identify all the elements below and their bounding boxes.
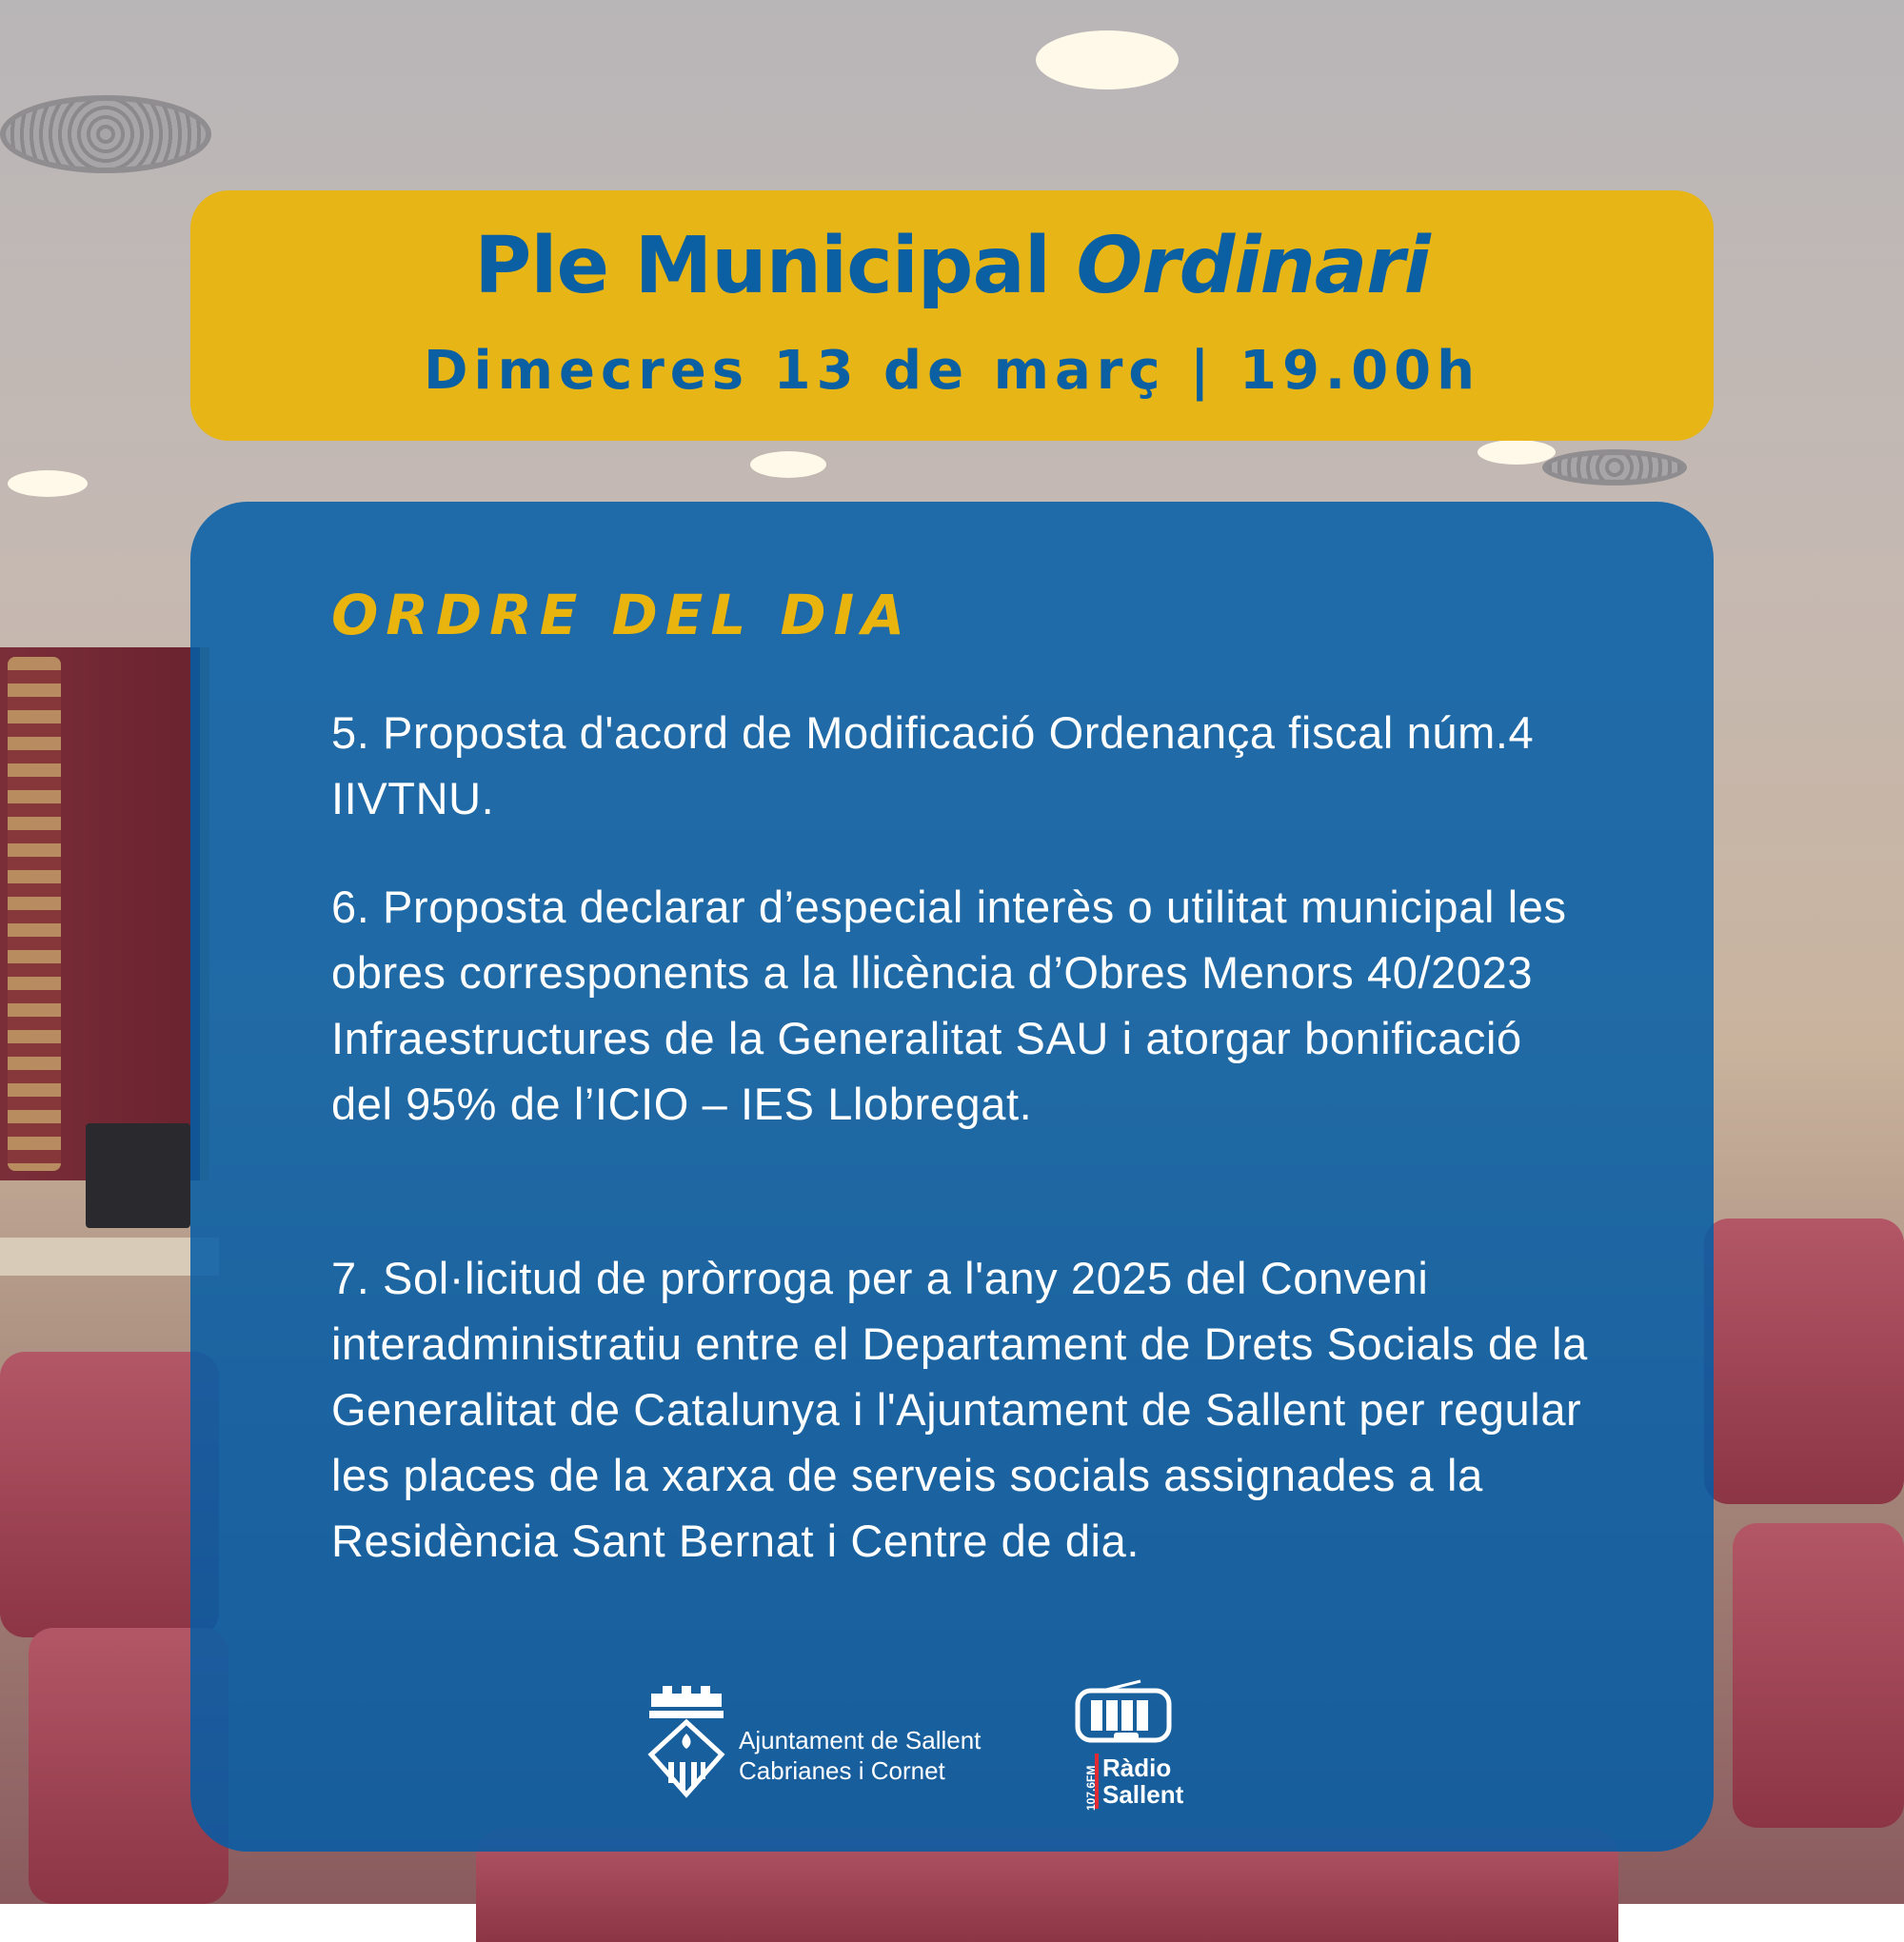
- radio-sallent-logo: [1074, 1677, 1184, 1811]
- ajuntament-name: [739, 1725, 981, 1786]
- agenda-item: 6. Proposta declarar d’especial interès o utilitat municipal les obres corresponents a la llicència d’Obres Menors 40/2023 Infraestructures de la Generalitat SAU i atorgar bonificació del 95% de l’ICIO – IES Llobregat.: [331, 882, 1567, 1129]
- ajuntament-logo: [644, 1680, 729, 1804]
- meeting-date: Dimecres 13 de març | 19.00h: [423, 340, 1481, 402]
- agenda-title: ORDRE DEL DIA: [331, 583, 913, 647]
- meeting-title-italic: Ordinari: [1076, 221, 1430, 311]
- radio-name-line2: Sallent: [1102, 1780, 1184, 1809]
- radio-name-line1: Ràdio: [1102, 1754, 1172, 1782]
- meeting-title: [0, 221, 1904, 311]
- agenda-item: 5. Proposta d'acord de Modificació Ordenança fiscal núm.4 IIVTNU.: [331, 707, 1535, 823]
- ajuntament-name-line1: Ajuntament de Sallent: [739, 1726, 982, 1754]
- meeting-title-regular: Ple Municipal: [474, 221, 1050, 311]
- radio-frequency: 107.6FM: [1084, 1765, 1098, 1811]
- agenda-item: 7. Sol·licitud de pròrroga per a l'any 2025 del Conveni interadministratiu entre el Departament de Drets Socials de la Generalitat de Catalunya i l'Ajuntament de Sallent per regular les places de la xarxa de serveis socials assignades a la Residència Sant Bernat i Centre de dia.: [331, 1253, 1588, 1566]
- ajuntament-name-line2: Cabrianes i Cornet: [739, 1756, 945, 1785]
